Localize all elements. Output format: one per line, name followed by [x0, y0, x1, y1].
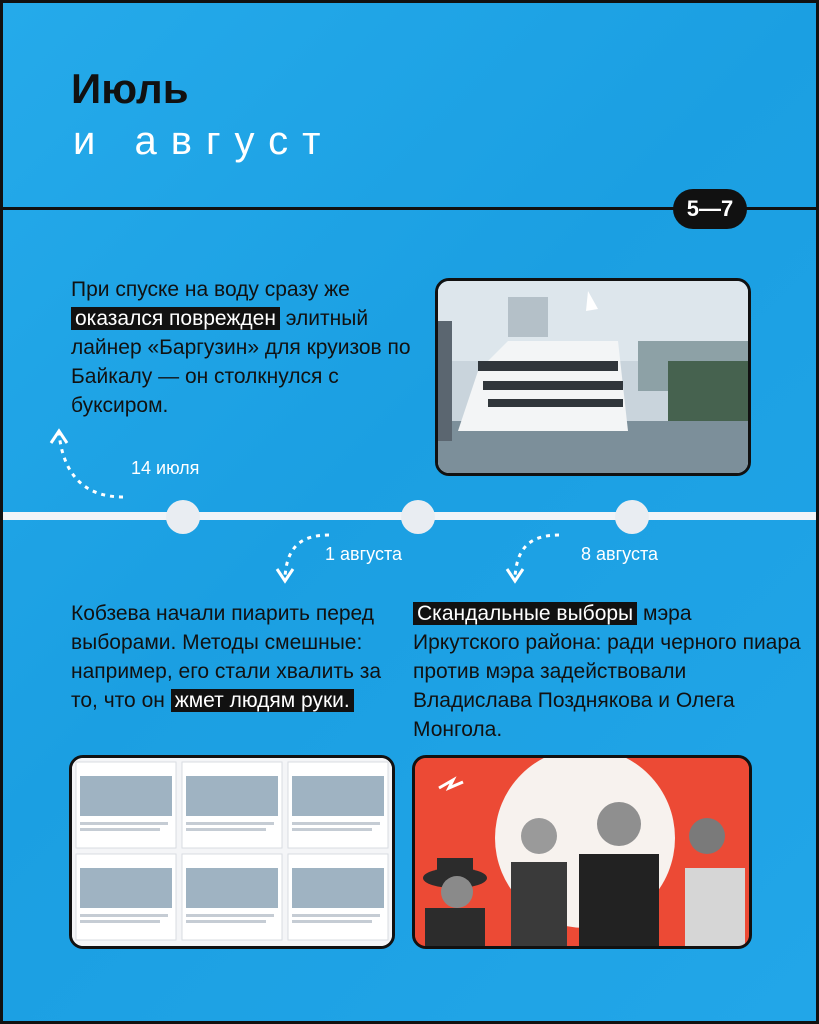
event-1-date: 14 июля [131, 458, 200, 478]
election-collage [412, 755, 752, 949]
event-2-highlight: жмет людям руки. [171, 689, 354, 712]
event-1-text: При спуске на воду сразу же оказался поврежден элитный лайнер «Баргузин» для круизов по Байкалу — он столкнулся с буксиром. [71, 278, 411, 417]
event-1-highlight: оказался поврежден [71, 307, 280, 330]
curved-arrow-icon [273, 531, 333, 587]
timeline-dot-1 [166, 500, 200, 534]
event-3-date: 8 августа [581, 544, 659, 564]
curved-arrow-icon [43, 423, 133, 503]
timeline-dot-2 [401, 500, 435, 534]
page-number-badge: 5—7 [673, 189, 747, 229]
ship-photo [435, 278, 751, 476]
curved-arrow-icon [503, 531, 563, 587]
event-3-text: Скандальные выборы мэра Иркутского района: ради черного пиара против мэра задействовали Владислава Позднякова и Олега Монгола. [413, 602, 801, 741]
event-3-highlight: Скандальные выборы [413, 602, 637, 625]
event-2-date: 1 августа [325, 544, 403, 564]
event-2-text: Кобзева начали пиарить перед выборами. Методы смешные: например, его стали хвалить за то, что он жмет людям руки. [71, 602, 382, 712]
page-subtitle: и август [73, 119, 335, 163]
election-image [415, 758, 749, 946]
page-title: Июль [71, 65, 189, 112]
social-posts-collage [69, 755, 395, 949]
collage-image [72, 758, 392, 946]
ship-image [438, 281, 748, 473]
timeline-dot-3 [615, 500, 649, 534]
